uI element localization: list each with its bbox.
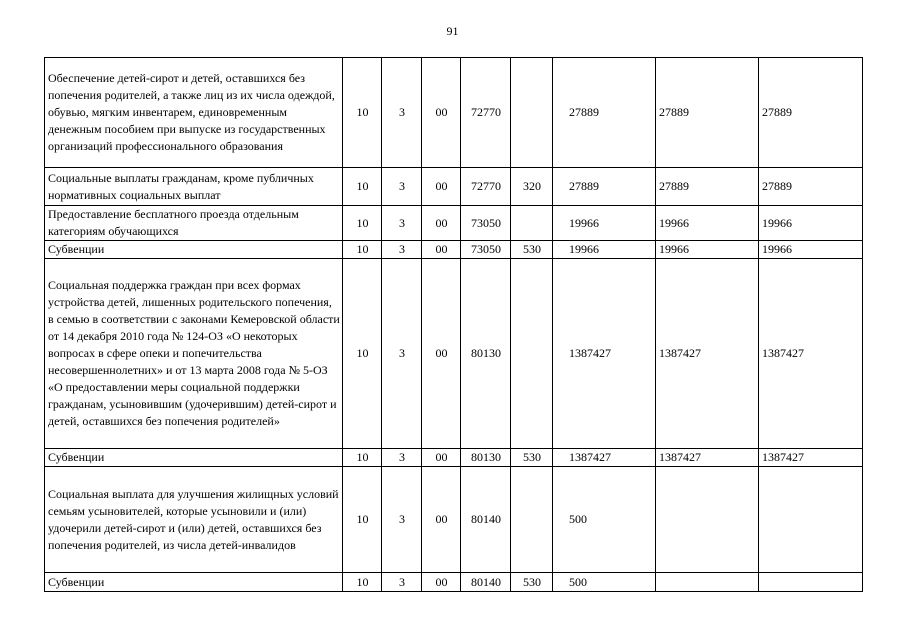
row-subsection: 3 [382, 467, 422, 573]
row-code: 80130 [461, 449, 511, 467]
row-type [511, 206, 553, 241]
row-description: Субвенции [45, 573, 343, 592]
row-subsection: 3 [382, 206, 422, 241]
row-amount-2: 19966 [656, 241, 759, 259]
row-type [511, 259, 553, 449]
row-description: Социальная поддержка граждан при всех формах устройства детей, лишенных родительского попечения, в семью в соответствии с законами Кемеровской области от 14 декабря 2010 года № 124-ОЗ «О некоторых вопросах в сфере опеки и попечительства несовершеннолетних» и от 13 марта 2008 года № 5-ОЗ «О предоставлении меры социальной поддержки гражданам, усыновившим (удочерившим) детей-сирот и детей, оставшихся без попечения родителей» [45, 259, 343, 449]
row-amount-2: 27889 [656, 58, 759, 168]
row-description: Субвенции [45, 449, 343, 467]
row-code: 73050 [461, 206, 511, 241]
table-row [45, 241, 863, 259]
row-description: Социальные выплаты гражданам, кроме публичных нормативных социальных выплат [45, 168, 343, 206]
table-row [45, 467, 863, 573]
row-description: Социальная выплата для улучшения жилищных условий семьям усыновителей, которые усыновили и (или) удочерили детей-сирот и (или) детей, оставшихся без попечения родителей, из числа детей-инвалидов [45, 467, 343, 573]
row-amount-1: 27889 [553, 168, 656, 206]
row-amount-3: 19966 [759, 241, 863, 259]
row-type: 320 [511, 168, 553, 206]
row-subsection: 3 [382, 573, 422, 592]
row-amount-3 [759, 467, 863, 573]
row-code: 72770 [461, 58, 511, 168]
table-row [45, 58, 863, 168]
row-amount-1: 27889 [553, 58, 656, 168]
row-amount-2: 19966 [656, 206, 759, 241]
row-amount-2: 1387427 [656, 449, 759, 467]
row-subsection: 3 [382, 241, 422, 259]
row-section: 10 [343, 467, 382, 573]
row-amount-1: 500 [553, 573, 656, 592]
row-section: 10 [343, 168, 382, 206]
table-row [45, 168, 863, 206]
row-section: 10 [343, 241, 382, 259]
row-program: 00 [422, 573, 461, 592]
row-amount-3 [759, 573, 863, 592]
row-amount-3: 19966 [759, 206, 863, 241]
row-section: 10 [343, 206, 382, 241]
row-program: 00 [422, 206, 461, 241]
row-description: Субвенции [45, 241, 343, 259]
row-amount-3: 1387427 [759, 449, 863, 467]
budget-table [44, 57, 863, 592]
row-amount-2: 27889 [656, 168, 759, 206]
row-amount-1: 19966 [553, 206, 656, 241]
row-subsection: 3 [382, 259, 422, 449]
row-amount-1: 19966 [553, 241, 656, 259]
row-amount-3: 1387427 [759, 259, 863, 449]
page-number: 91 [446, 24, 459, 38]
row-section: 10 [343, 259, 382, 449]
row-code: 73050 [461, 241, 511, 259]
row-amount-2: 1387427 [656, 259, 759, 449]
table-row [45, 206, 863, 241]
row-program: 00 [422, 58, 461, 168]
row-program: 00 [422, 168, 461, 206]
row-description: Предоставление бесплатного проезда отдельным категориям обучающихся [45, 206, 343, 241]
row-subsection: 3 [382, 168, 422, 206]
row-code: 72770 [461, 168, 511, 206]
row-section: 10 [343, 573, 382, 592]
row-description: Обеспечение детей-сирот и детей, оставшихся без попечения родителей, а также лиц из их числа одеждой, обувью, мягким инвентарем, единовременным денежным пособием при выпуске из государственных организаций профессионального образования [45, 58, 343, 168]
row-program: 00 [422, 467, 461, 573]
row-program: 00 [422, 449, 461, 467]
row-subsection: 3 [382, 449, 422, 467]
row-code: 80140 [461, 467, 511, 573]
row-section: 10 [343, 449, 382, 467]
row-amount-3: 27889 [759, 58, 863, 168]
row-type: 530 [511, 573, 553, 592]
row-amount-2 [656, 573, 759, 592]
row-code: 80130 [461, 259, 511, 449]
row-code: 80140 [461, 573, 511, 592]
row-program: 00 [422, 241, 461, 259]
row-amount-2 [656, 467, 759, 573]
row-program: 00 [422, 259, 461, 449]
row-amount-1: 500 [553, 467, 656, 573]
row-section: 10 [343, 58, 382, 168]
row-type: 530 [511, 241, 553, 259]
table-row [45, 573, 863, 592]
row-type [511, 58, 553, 168]
row-type [511, 467, 553, 573]
row-amount-1: 1387427 [553, 259, 656, 449]
row-type: 530 [511, 449, 553, 467]
row-amount-3: 27889 [759, 168, 863, 206]
row-subsection: 3 [382, 58, 422, 168]
table-row [45, 259, 863, 449]
row-amount-1: 1387427 [553, 449, 656, 467]
table-row [45, 449, 863, 467]
